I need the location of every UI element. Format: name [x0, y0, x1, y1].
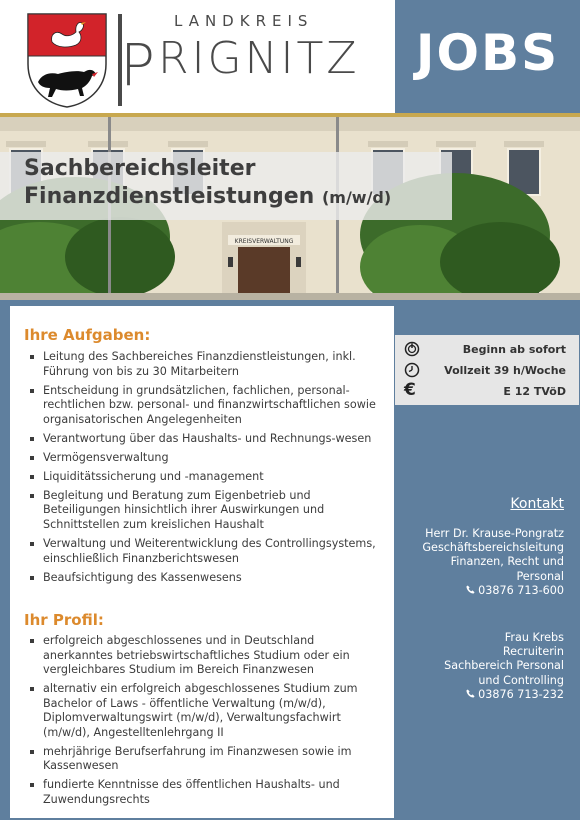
contact-person-2 — [444, 631, 564, 702]
header — [0, 0, 580, 113]
contact-phone[interactable] — [444, 688, 564, 702]
contact-name: Frau Krebs — [504, 631, 564, 644]
list-item: alternativ ein erfolgreich abgeschlossenes Studium zum Bachelor of Laws - öffentliche Verwaltung (m/w/d), Diplomverwaltungswirt (m/w/d), Verwaltungsfachwirt (m/w/d), Angestelltenlehrgang II — [30, 682, 386, 740]
list-item: Vermögensverwaltung — [30, 451, 386, 466]
contact-role: und Controlling — [478, 673, 564, 687]
aufgaben-heading: Ihre Aufgaben: — [24, 326, 151, 344]
list-item: fundierte Kenntnisse des öffentlichen Haushalts- und Zuwendungsrechts — [30, 778, 386, 807]
contact-role: Sachbereich Personal — [444, 659, 564, 673]
building-sign: KREISVERWALTUNG — [234, 238, 294, 245]
jobs-banner — [395, 0, 580, 113]
contact-role: Recruiterin — [502, 645, 564, 659]
list-item: Verantwortung über das Haushalts- und Rechnungs-wesen — [30, 432, 386, 447]
list-item: Entscheidung in grundsätzlichen, fachlichen, personal-rechtlichen bzw. personal- und finanzwirtschaftlichen sowie organisatorischen Angelegenheiten — [30, 384, 386, 428]
contact-phone[interactable] — [422, 584, 564, 598]
phone-icon — [466, 689, 475, 698]
info-pay-row — [395, 382, 579, 402]
list-item: Beaufsichtigung des Kassenwesens — [30, 571, 386, 586]
job-title-suffix: (m/w/d) — [321, 188, 392, 207]
info-hours-row — [395, 361, 579, 381]
list-item: mehrjährige Berufserfahrung im Finanzwesen sowie im Kassenwesen — [30, 745, 386, 774]
euro-icon: € — [404, 380, 416, 400]
start-text: Beginn ab sofort — [462, 343, 566, 356]
brand-initial: P — [120, 31, 158, 99]
contact-heading: Kontakt — [510, 496, 564, 512]
aufgaben-list — [30, 350, 386, 590]
list-item: Liquiditätssicherung und -management — [30, 470, 386, 485]
info-box — [395, 335, 579, 405]
contact-phone-number: 03876 713-232 — [478, 687, 564, 701]
power-icon — [404, 341, 420, 357]
list-item: Begleitung und Beratung zum Eigenbetrieb und Beteiligungen hinsichtlich ihrer Auswirkungen und Schnittstellen zum kreislichen Haushalt — [30, 489, 386, 533]
contact-person-1 — [422, 527, 564, 598]
brand-top: LANDKREIS — [174, 12, 314, 30]
contact-phone-number: 03876 713-600 — [478, 583, 564, 597]
profil-heading: Ihr Profil: — [24, 611, 104, 629]
brand-main — [120, 31, 360, 99]
contact-role: Personal — [516, 569, 564, 583]
hours-text: Vollzeit 39 h/Woche — [444, 364, 566, 377]
list-item: erfolgreich abgeschlossenes und in Deutschland anerkanntes betriebswirtschaftliches Studium oder ein vergleichbares Studium im Bereich Finanzwesen — [30, 634, 386, 678]
job-title-line1: Sachbereichsleiter — [24, 156, 256, 181]
phone-icon — [466, 585, 475, 594]
pay-text: E 12 TVöD — [503, 385, 566, 398]
job-title-main: Finanzdienstleistungen — [24, 184, 315, 209]
profil-list — [30, 634, 386, 812]
jobs-label: JOBS — [415, 24, 560, 82]
contact-name: Herr Dr. Krause-Pongratz — [425, 527, 564, 540]
clock-icon — [404, 362, 420, 378]
list-item: Verwaltung und Weiterentwicklung des Controllingsystems, einschließlich Finanzberichtswesen — [30, 537, 386, 566]
list-item: Leitung des Sachbereiches Finanzdienstleistungen, inkl. Führung von bis zu 30 Mitarbeitern — [30, 350, 386, 379]
contact-role: Geschäftsbereichsleitung — [422, 541, 564, 555]
coat-of-arms-icon — [26, 12, 108, 108]
job-title-line2 — [24, 184, 391, 209]
brand-rest: RIGNITZ — [158, 33, 360, 84]
info-start-row — [395, 340, 579, 360]
contact-role: Finanzen, Recht und — [450, 555, 564, 569]
